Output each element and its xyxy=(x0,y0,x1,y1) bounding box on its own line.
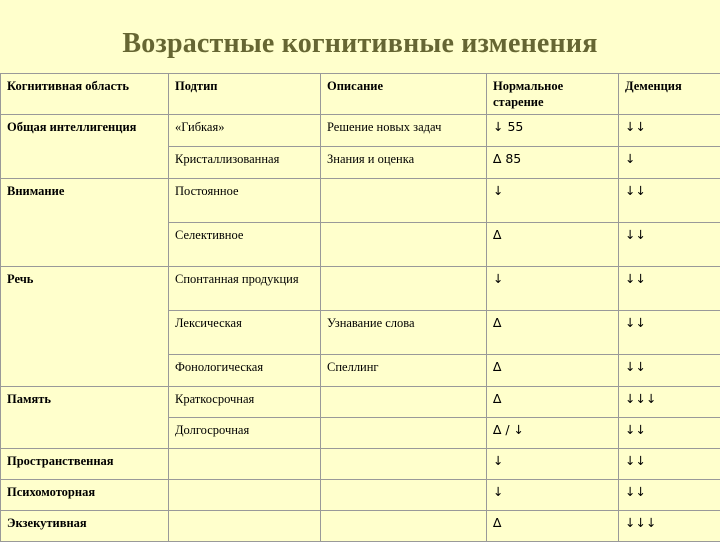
dementia-cell: ↓ xyxy=(619,147,720,179)
cognitive-changes-table xyxy=(0,73,720,542)
table-header-row xyxy=(1,74,720,115)
domain-cell: Речь xyxy=(1,267,169,387)
dementia-cell: ↓↓ xyxy=(619,449,720,480)
description-cell xyxy=(321,449,487,480)
normal-aging-cell: ∆ / ↓ xyxy=(487,418,619,449)
description-cell: Знания и оценка xyxy=(321,147,487,179)
header-subtype: Подтип xyxy=(169,74,321,115)
dementia-cell: ↓↓ xyxy=(619,267,720,311)
table-row xyxy=(1,267,720,311)
header-dementia: Деменция xyxy=(619,74,720,115)
dementia-cell: ↓↓ xyxy=(619,115,720,147)
subtype-cell: Кристаллизованная xyxy=(169,147,321,179)
normal-aging-cell: ↓ xyxy=(487,480,619,511)
subtype-cell: Лексическая xyxy=(169,311,321,355)
header-normal-aging: Нормальное старение xyxy=(487,74,619,115)
table-row xyxy=(1,179,720,223)
description-cell xyxy=(321,418,487,449)
subtype-cell: Постоянное xyxy=(169,179,321,223)
domain-cell: Внимание xyxy=(1,179,169,267)
dementia-cell: ↓↓ xyxy=(619,355,720,387)
subtype-cell xyxy=(169,480,321,511)
description-cell xyxy=(321,387,487,418)
normal-aging-cell: ∆ xyxy=(487,387,619,418)
subtype-cell xyxy=(169,449,321,480)
normal-aging-cell: ∆ xyxy=(487,511,619,542)
normal-aging-cell: ∆ xyxy=(487,311,619,355)
table-row xyxy=(1,115,720,147)
dementia-cell: ↓↓ xyxy=(619,223,720,267)
subtype-cell: Спонтанная продукция xyxy=(169,267,321,311)
description-cell: Решение новых задач xyxy=(321,115,487,147)
dementia-cell: ↓↓↓ xyxy=(619,387,720,418)
description-cell xyxy=(321,223,487,267)
description-cell xyxy=(321,267,487,311)
description-cell xyxy=(321,179,487,223)
subtype-cell: «Гибкая» xyxy=(169,115,321,147)
domain-cell: Пространственная xyxy=(1,449,169,480)
table-row xyxy=(1,449,720,480)
dementia-cell: ↓↓ xyxy=(619,418,720,449)
subtype-cell: Селективное xyxy=(169,223,321,267)
dementia-cell: ↓↓ xyxy=(619,311,720,355)
subtype-cell: Фонологическая xyxy=(169,355,321,387)
normal-aging-cell: ↓ 55 xyxy=(487,115,619,147)
domain-cell: Психомоторная xyxy=(1,480,169,511)
subtype-cell xyxy=(169,511,321,542)
domain-cell: Общая интеллигенция xyxy=(1,115,169,179)
description-cell xyxy=(321,511,487,542)
dementia-cell: ↓↓ xyxy=(619,480,720,511)
description-cell xyxy=(321,480,487,511)
table-row xyxy=(1,480,720,511)
dementia-cell: ↓↓ xyxy=(619,179,720,223)
domain-cell: Экзекутивная xyxy=(1,511,169,542)
header-domain: Когнитивная область xyxy=(1,74,169,115)
table-row xyxy=(1,387,720,418)
normal-aging-cell: ∆ 85 xyxy=(487,147,619,179)
normal-aging-cell: ↓ xyxy=(487,267,619,311)
slide-title: Возрастные когнитивные изменения xyxy=(0,28,720,60)
normal-aging-cell: ∆ xyxy=(487,355,619,387)
description-cell: Узнавание слова xyxy=(321,311,487,355)
normal-aging-cell: ↓ xyxy=(487,449,619,480)
normal-aging-cell: ∆ xyxy=(487,223,619,267)
subtype-cell: Долгосрочная xyxy=(169,418,321,449)
domain-cell: Память xyxy=(1,387,169,449)
normal-aging-cell: ↓ xyxy=(487,179,619,223)
subtype-cell: Краткосрочная xyxy=(169,387,321,418)
table-row xyxy=(1,511,720,542)
description-cell: Спеллинг xyxy=(321,355,487,387)
header-description: Описание xyxy=(321,74,487,115)
dementia-cell: ↓↓↓ xyxy=(619,511,720,542)
